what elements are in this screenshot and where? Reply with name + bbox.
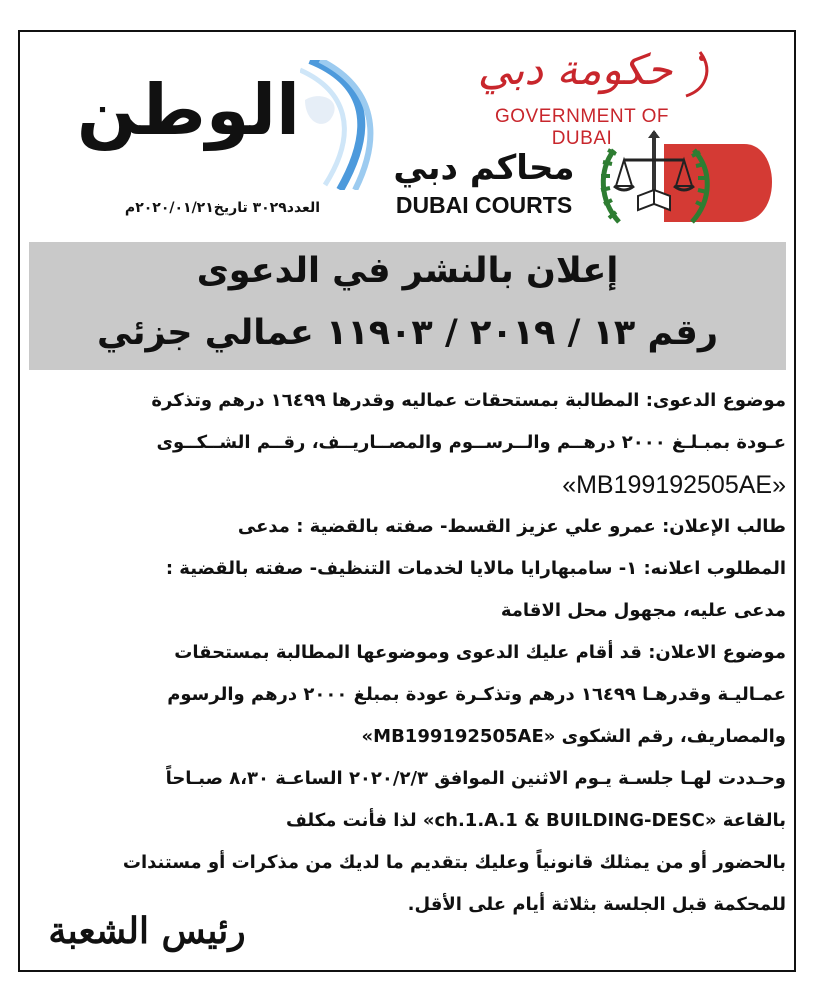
courts-english-name: DUBAI COURTS [395, 192, 573, 218]
body-line: عـودة بمبـلـغ ٢٠٠٠ درهــم والــرســوم والمصــاريــف، رقــم الشــكــوى [156, 432, 786, 453]
government-ornament-icon [680, 50, 720, 100]
body-line: بالحضور أو من يمثلك قانونياً وعليك بتقديم ما لديك من مذكرات أو مستندات [122, 852, 786, 873]
body-line: موضوع الاعلان: قد أقام عليك الدعوى وموضوعها المطالبة بمستحقات [174, 642, 786, 663]
government-english-logo: GOVERNMENT OF DUBAI [495, 106, 669, 149]
government-arabic-logo: حكومة دبي [477, 45, 673, 94]
signature: رئيس الشعبة [48, 910, 246, 952]
body-line: وحـددت لهـا جلسـة يـوم الاثنين الموافق ٢٠٢٠/٢/٣ الساعـة ٨،٣٠ صبـاحاً [165, 768, 786, 789]
courts-arabic-name: محاكم دبي [393, 148, 575, 188]
watan-swoosh-icon [300, 60, 390, 190]
body-line: موضوع الدعوى: المطالبة بمستحقات عماليه وقدرها ١٦٤٩٩ درهم وتذكرة [151, 390, 786, 411]
body-line: للمحكمة قبل الجلسة بثلاثة أيام على الأقل. [407, 894, 786, 915]
body-line: بالقاعة «ch.1.A.1 & BUILDING-DESC» لذا فأنت مكلف [285, 810, 786, 831]
notice-body [36, 380, 786, 926]
dubai-courts-emblem-icon [594, 130, 772, 234]
issue-number-date: العدد٣٠٢٩ تاريخ٢٠٢٠/٠١/٢١م [124, 200, 320, 216]
notice-title: إعلان بالنشر في الدعوى [196, 251, 619, 291]
body-line: مدعى عليه، مجهول محل الاقامة [500, 600, 786, 621]
body-line: المطلوب اعلانه: ١- سامبهارايا مالايا لخدمات التنظيف- صفته بالقضية : [165, 558, 786, 579]
newspaper-title: الوطن [76, 69, 300, 151]
body-line: طالب الإعلان: عمرو علي عزيز القسط- صفته بالقضية : مدعى [237, 516, 786, 537]
case-number: رقم ١٣ / ٢٠١٩ / ١١٩٠٣ عمالي جزئي [96, 313, 718, 353]
body-line: والمصاريف، رقم الشكوى «MB199192505AE» [361, 726, 786, 747]
complaint-number: «MB199192505AE» [562, 471, 786, 499]
body-line: عمـاليـة وقدرهـا ١٦٤٩٩ درهم وتذكـرة عودة بمبلغ ٢٠٠٠ درهم والرسوم [167, 684, 786, 705]
